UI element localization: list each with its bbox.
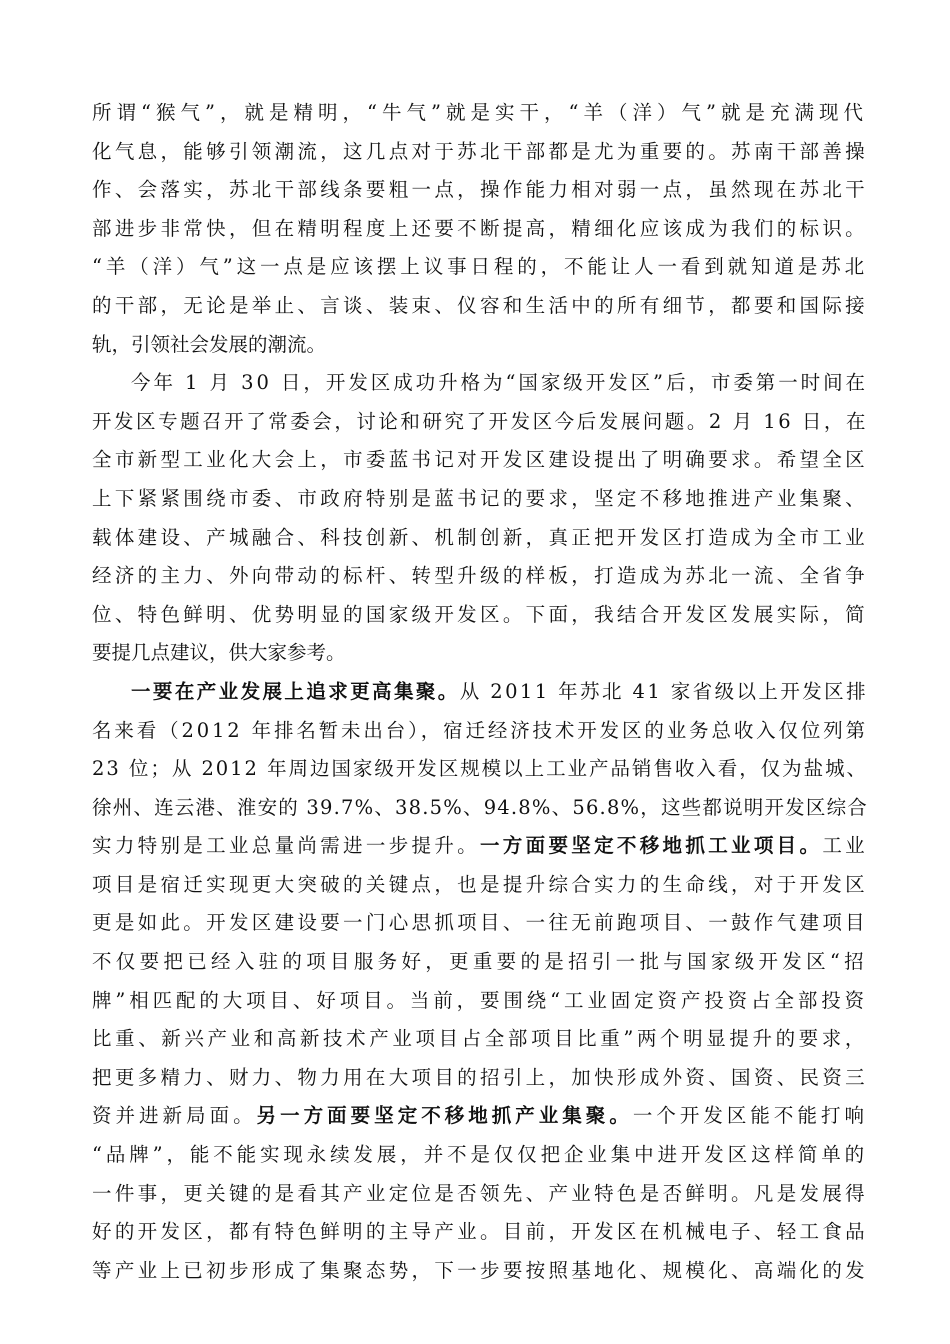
text-line	[92, 441, 868, 480]
body-text: 化气息，能够引领潮流，这几点对于苏北干部都是尤为重要的。苏南干部善操	[92, 139, 868, 163]
body-text: “羊（洋）气”这一点是应该摆上议事日程的，不能让人一看到就知道是苏北	[92, 255, 868, 279]
body-text: 轨，引领社会发展的潮流。	[92, 332, 327, 356]
text-line	[92, 326, 868, 365]
body-text: 更是如此。开发区建设要一门心思抓项目、一往无前跑项目、一鼓作气建项目	[92, 911, 868, 935]
body-text: 要提几点建议，供大家参考。	[92, 641, 346, 665]
body-text: 牌”相匹配的大项目、好项目。当前，要围绕“工业固定资产投资占全部投资	[92, 988, 868, 1012]
text-line	[92, 133, 868, 172]
body-text: 23 位；从 2012 年周边国家级开发区规模以上工业产品销售收入看，仅为盐城、	[92, 757, 868, 781]
text-line	[92, 1020, 868, 1059]
text-line	[92, 1097, 868, 1136]
body-text: 位、特色鲜明、优势明显的国家级开发区。下面，我结合开发区发展实际，简	[92, 602, 868, 626]
text-line	[92, 789, 868, 828]
body-text: 资并进新局面。	[92, 1104, 257, 1128]
text-line	[92, 673, 868, 712]
text-line	[92, 712, 868, 751]
body-text: 全市新型工业化大会上，市委蓝书记对开发区建设提出了明确要求。希望全区	[92, 448, 868, 472]
text-line	[92, 287, 868, 326]
text-line	[92, 904, 868, 943]
body-text: 部进步非常快，但在精明程度上还要不断提高，精细化应该成为我们的标识。	[92, 216, 868, 240]
body-text: 徐州、连云港、淮安的 39.7%、38.5%、94.8%、56.8%，这些都说明开发区综合	[92, 795, 868, 819]
bold-heading-text: 一方面要坚定不移地抓工业项目。	[479, 834, 823, 858]
text-line	[92, 171, 868, 210]
body-text: 的干部，无论是举止、言谈、装束、仪容和生活中的所有细节，都要和国际接	[92, 293, 868, 317]
text-line	[92, 596, 868, 635]
body-text: 工业	[822, 834, 868, 858]
text-line	[92, 210, 868, 249]
body-text: 作、会落实，苏北干部线条要粗一点，操作能力相对弱一点，虽然现在苏北干	[92, 178, 868, 202]
text-line	[92, 94, 868, 133]
body-text: 开发区专题召开了常委会，讨论和研究了开发区今后发展问题。2 月 16 日，在	[92, 409, 868, 433]
body-text: 经济的主力、外向带动的标杆、转型升级的样板，打造成为苏北一流、全省争	[92, 564, 868, 588]
body-text: 所谓“猴气”，就是精明，“牛气”就是实干，“羊（洋）气”就是充满现代	[92, 101, 868, 124]
body-text: 实力特别是工业总量尚需进一步提升。	[92, 834, 480, 858]
body-text: 项目是宿迁实现更大突破的关键点，也是提升综合实力的生命线，对于开发区	[92, 872, 868, 896]
body-text: “品牌”，能不能实现永续发展，并不是仅仅把企业集中进开发区这样简单的	[92, 1143, 868, 1167]
bold-heading-text: 一要在产业发展上追求更高集聚。	[131, 679, 460, 703]
body-text: 名来看（2012 年排名暂未出台），宿迁经济技术开发区的业务总收入仅位列第	[92, 718, 868, 742]
bold-heading-text: 另一方面要坚定不移地抓产业集聚。	[256, 1104, 633, 1128]
text-line	[92, 519, 868, 558]
body-text: 不仅要把已经入驻的项目服务好，更重要的是招引一批与国家级开发区“招	[92, 950, 868, 974]
text-line	[92, 1136, 868, 1175]
body-text: 上下紧紧围绕市委、市政府特别是蓝书记的要求，坚定不移地推进产业集聚、	[92, 486, 868, 510]
document-body	[92, 94, 868, 1290]
text-line	[92, 634, 868, 673]
body-text: 等产业上已初步形成了集聚态势，下一步要按照基地化、规模化、高端化的发	[92, 1258, 868, 1282]
text-line	[92, 1213, 868, 1252]
text-line	[92, 982, 868, 1021]
text-line	[92, 943, 868, 982]
text-line	[92, 557, 868, 596]
body-text: 一件事，更关键的是看其产业定位是否领先、产业特色是否鲜明。凡是发展得	[92, 1181, 868, 1205]
body-text: 比重、新兴产业和高新技术产业项目占全部项目比重”两个明显提升的要求，	[92, 1027, 868, 1051]
body-text: 好的开发区，都有特色鲜明的主导产业。目前，开发区在机械电子、轻工食品	[92, 1220, 868, 1244]
text-line	[92, 866, 868, 905]
text-line	[92, 1175, 868, 1214]
text-line	[92, 364, 868, 403]
text-line	[92, 750, 868, 789]
body-text: 从 2011 年苏北 41 家省级以上开发区排	[459, 679, 868, 703]
body-text: 今年 1 月 30 日，开发区成功升格为“国家级开发区”后，市委第一时间在	[131, 371, 868, 395]
text-line	[92, 1059, 868, 1098]
text-line	[92, 248, 868, 287]
body-text: 载体建设、产城融合、科技创新、机制创新，真正把开发区打造成为全市工业	[92, 525, 868, 549]
text-line	[92, 403, 868, 442]
text-line	[92, 827, 868, 866]
body-text: 把更多精力、财力、物力用在大项目的招引上，加快形成外资、国资、民资三	[92, 1065, 868, 1089]
body-text: 一个开发区能不能打响	[632, 1104, 868, 1128]
text-line	[92, 480, 868, 519]
text-line	[92, 1252, 868, 1291]
